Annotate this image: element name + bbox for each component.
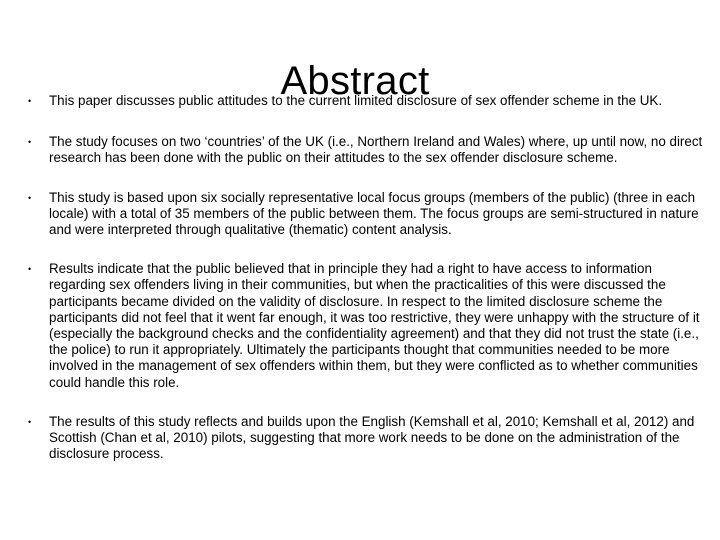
bullet-item: [28, 134, 706, 166]
bullet-text: The study focuses on two ‘countries’ of the UK (i.e., Northern Ireland and Wales) where, up until now, no direct research has been done with the public on their attitudes to the sex offender disclosure scheme.: [49, 134, 703, 166]
bullet-item: [28, 414, 706, 463]
bullet-text: This study is based upon six socially representative local focus groups (members of the public) (three in each locale) with a total of 35 members of the public between them. The focus groups are semi-structured in nature and were interpreted through qualitative (thematic) content analysis.: [49, 189, 699, 238]
bullet-dot-icon: •: [28, 416, 32, 427]
bullet-text: The results of this study reflects and builds upon the English (Kemshall et al, 2010; Kemshall et al, 2012) and Scottish (Chan et al, 2010) pilots, suggesting that more work needs to be done on the administration of the disclosure process.: [49, 413, 695, 462]
bullet-dot-icon: •: [28, 96, 32, 106]
bullet-item: [28, 190, 706, 239]
bullet-item: [28, 261, 706, 391]
bullet-dot-icon: •: [28, 264, 32, 275]
bullet-text: This paper discusses public attitudes to the current limited disclosure of sex offender scheme in the UK.: [49, 93, 663, 108]
bullet-item: [28, 93, 706, 109]
slide-title: Abstract: [280, 58, 430, 103]
bullet-dot-icon: •: [28, 137, 32, 148]
bullet-dot-icon: •: [28, 192, 32, 203]
bullet-list: [28, 93, 706, 462]
bullet-text: Results indicate that the public believed that in principle they had a right to have access to information regarding sex offenders living in their communities, but when the practicalities of this were discussed the participants became divided on the validity of disclosure. In respect to the limited disclosure scheme the participants did not feel that it went far enough, it was too restrictive, they were unhappy with the structure of it (especially the background checks and the confidentiality agreement) and that they did not trust the state (i.e., the police) to run it appropriately. Ultimately the participants thought that communities needed to be more involved in the management of sex offenders within them, but they were conflicted as to whether communities could handle this role.: [49, 261, 700, 390]
